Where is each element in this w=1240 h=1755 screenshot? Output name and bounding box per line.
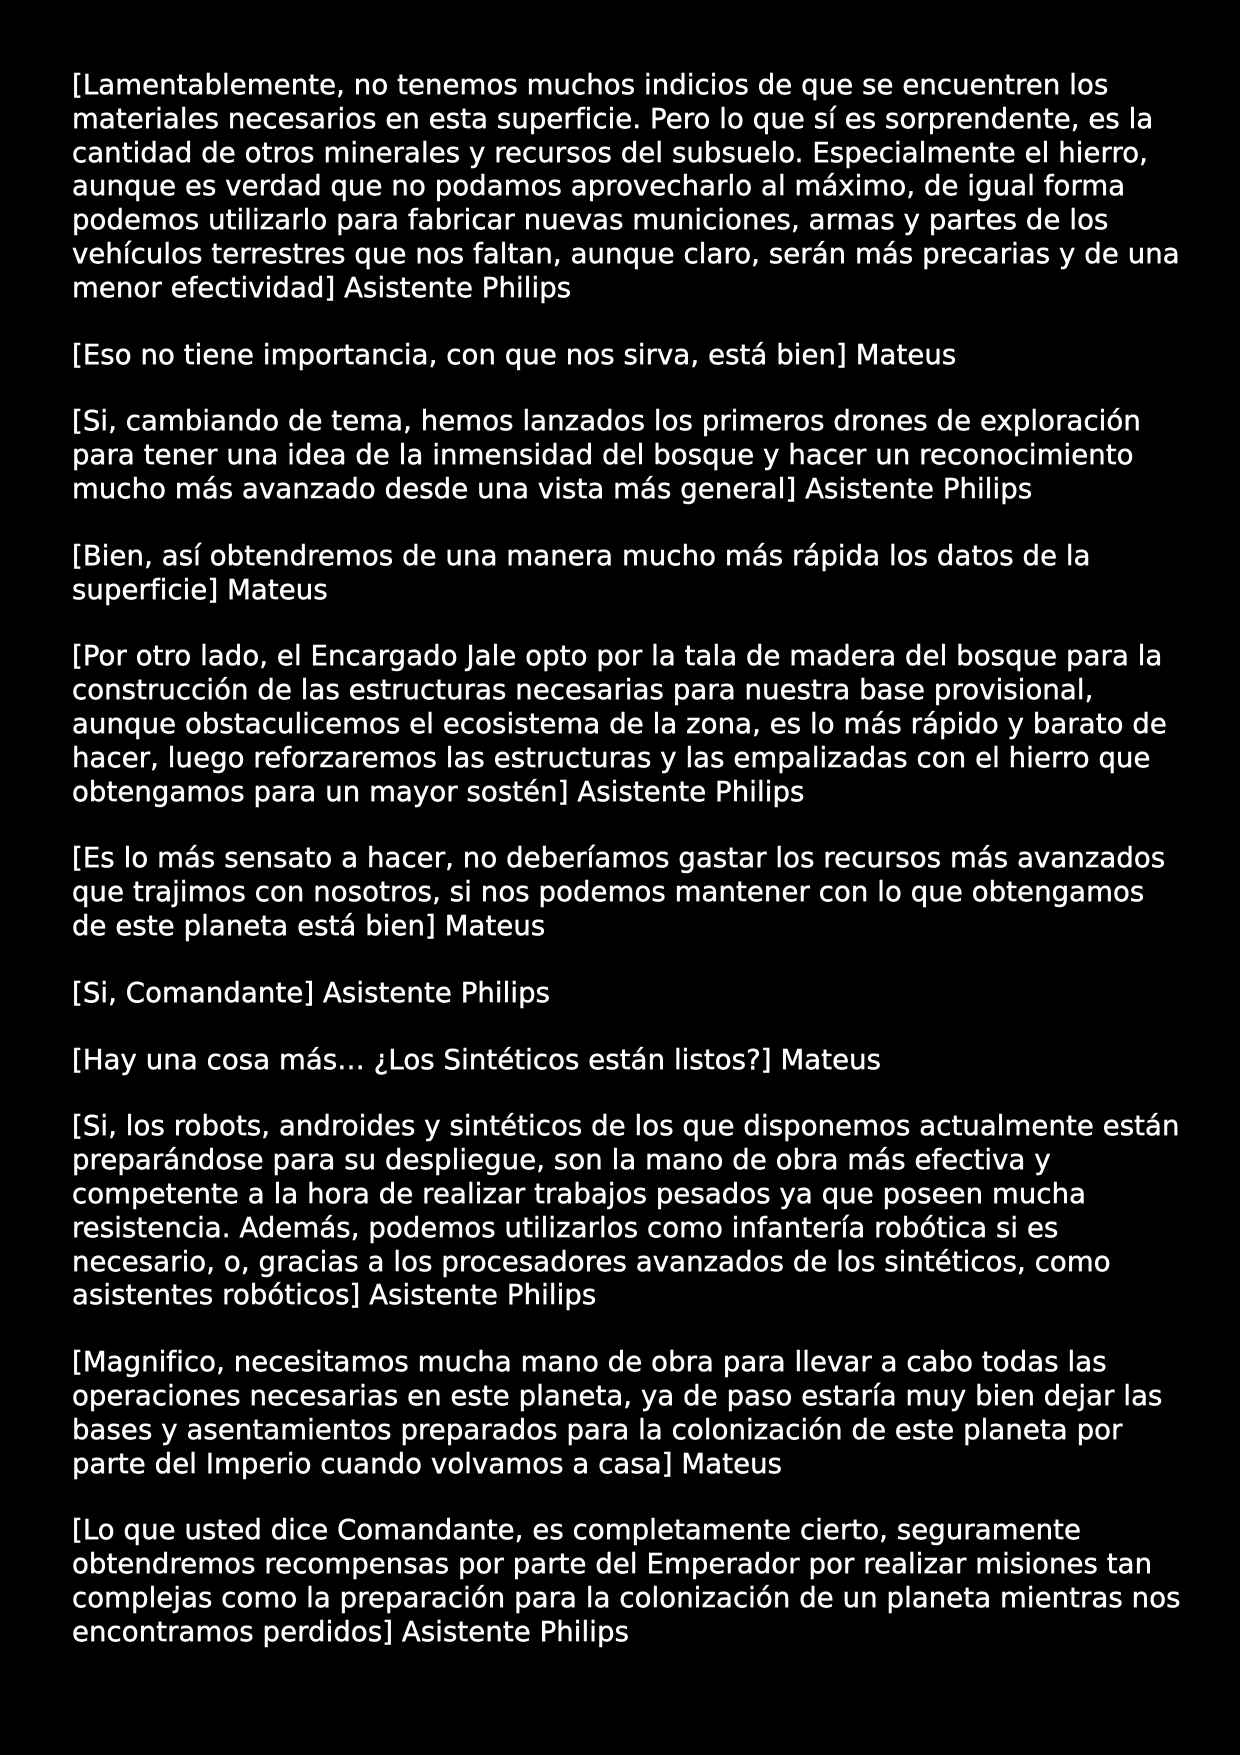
dialogue-paragraph-10: [Magnifico, necesitamos mucha mano de obra para llevar a cabo todas las operaciones necesarias en este planeta, ya de paso estaría muy bien dejar las bases y asentamientos preparados para la colonización de este planeta por parte del Imperio cuando volvamos a casa] Mateus (72, 1346, 1163, 1480)
dialogue-paragraph-5: [Por otro lado, el Encargado Jale opto por la tala de madera del bosque para la construcción de las estructuras necesarias para nuestra base provisional, aunque obstaculicemos el ecosistema de la zona, es lo más rápido y barato de hacer, luego reforzaremos las estructuras y las empalizadas con el hierro que obtengamos para un mayor sostén] Asistente Philips (72, 640, 1167, 808)
dialogue-paragraph-2: [Eso no tiene importancia, con que nos sirva, está bien] Mateus (72, 338, 957, 371)
dialogue-paragraph-9: [Si, los robots, androides y sintéticos de los que disponemos actualmente están preparándose para su despliegue, son la mano de obra más efectiva y competente a la hora de realizar trabajos pesados ya que poseen mucha resistencia. Además, podemos utilizarlos como infantería robótica si es necesario, o, gracias a los procesadores avanzados de los sintéticos, como asistentes robóticos] Asistente Philips (72, 1110, 1180, 1312)
dialogue-paragraph-4: [Bien, así obtendremos de una manera mucho más rápida los datos de la superficie] Mateus (72, 539, 1091, 606)
dialogue-paragraph-7: [Si, Comandante] Asistente Philips (72, 976, 551, 1009)
dialogue-paragraph-1: [Lamentablemente, no tenemos muchos indicios de que se encuentren los materiales necesarios en esta superficie. Pero lo que sí es sorprendente, es la cantidad de otros minerales y recursos del subsuelo. Especialmente el hierro, aunque es verdad que no podamos aprovecharlo al máximo, de igual forma podemos utilizarlo para fabricar nuevas municiones, armas y partes de los vehículos terrestres que nos faltan, aunque claro, serán más precarias y de una menor efectividad] Asistente Philips (72, 69, 1180, 304)
dialogue-paragraph-8: [Hay una cosa más… ¿Los Sintéticos están listos?] Mateus (72, 1043, 882, 1076)
dialogue-paragraph-6: [Es lo más sensato a hacer, no deberíamos gastar los recursos más avanzados que trajimos con nosotros, si nos podemos mantener con lo que obtengamos de este planeta está bien] Mateus (72, 842, 1166, 942)
document-page (72, 69, 1182, 1682)
dialogue-paragraph-3: [Si, cambiando de tema, hemos lanzados los primeros drones de exploración para tener una idea de la inmensidad del bosque y hacer un reconocimiento mucho más avanzado desde una vista más general] Asistente Philips (72, 405, 1141, 505)
dialogue-paragraph-11: [Lo que usted dice Comandante, es completamente cierto, seguramente obtendremos recompensas por parte del Emperador por realizar misiones tan complejas como la preparación para la colonización de un planeta mientras nos encontramos perdidos] Asistente Philips (72, 1514, 1181, 1648)
